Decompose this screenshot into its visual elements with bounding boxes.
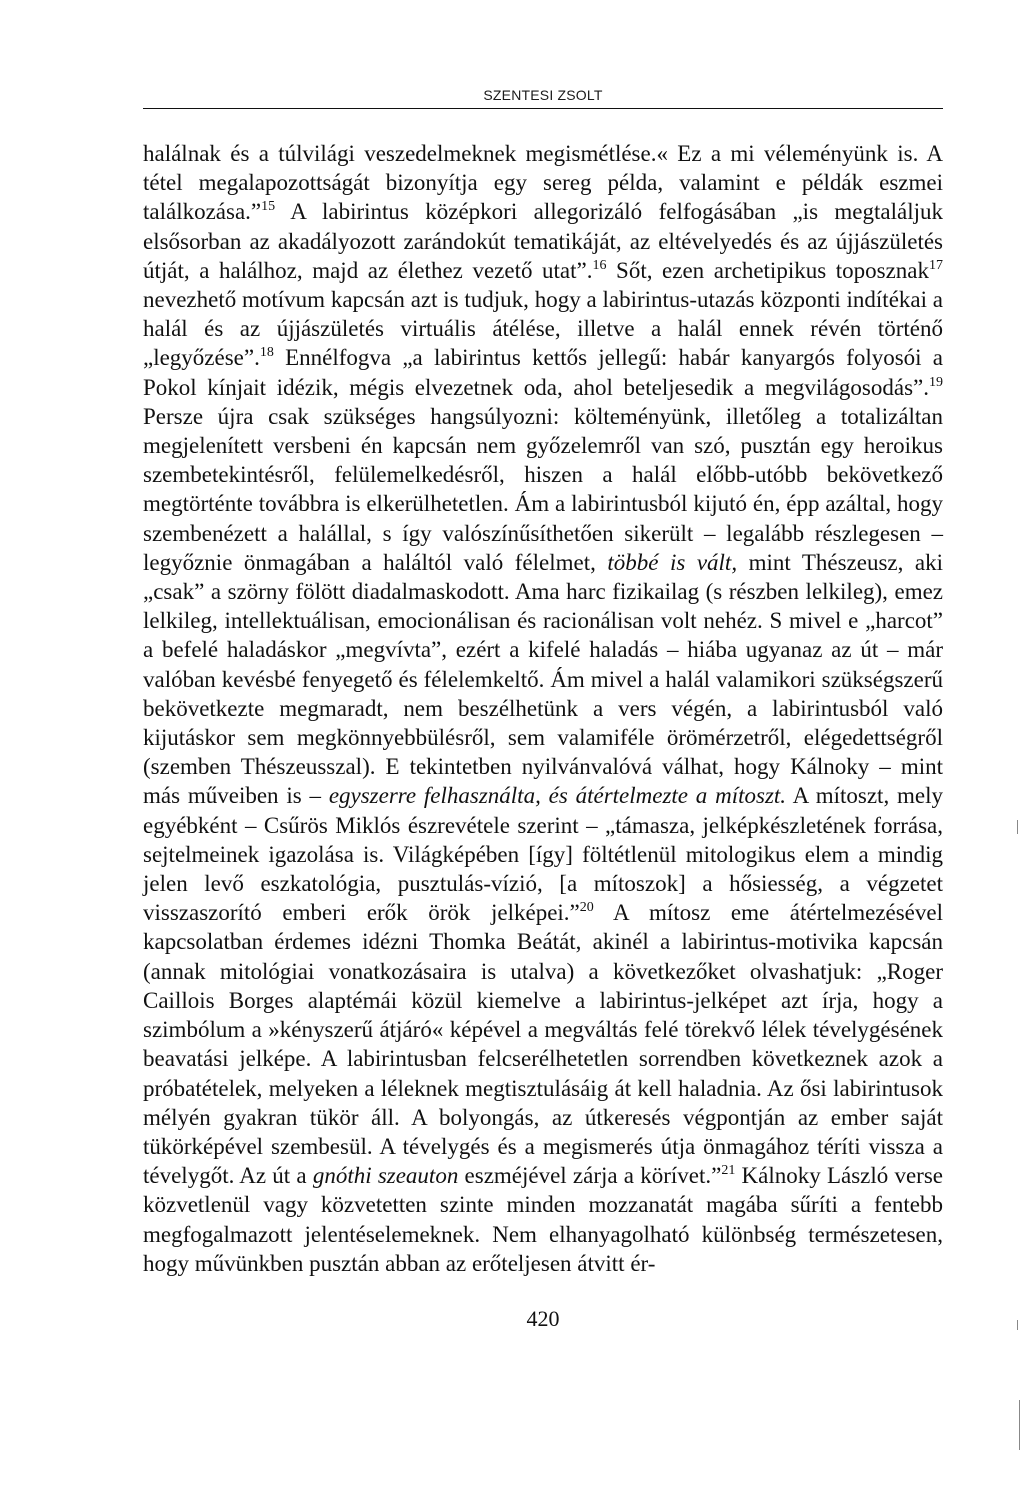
italic-phrase: többé is vált, — [607, 549, 738, 575]
scan-artifact — [1017, 820, 1018, 834]
running-head: SZENTESI ZSOLT — [483, 87, 603, 103]
text-run: Ennélfogva „a labirintus kettős jellegű: habár kanyargós folyosói a Pokol kínjait idézik, mégis elvezetnek oda, ahol beteljesedik a megvilágosodás”. — [143, 345, 943, 400]
text-run: nevezhető motívum kapcsán azt is tudjuk, hogy a labirintus-utazás központi indítékai a halál és az újjászületés virtuális átélése, illetve a halál ennek révén történő „legyőzése”. — [143, 287, 943, 371]
footnote-ref-15: 15 — [261, 199, 276, 215]
text-run: mint Thészeusz, aki „csak” a szörny fölött diadalmaskodott. Ama harc fizikailag (s részben lelkileg), emez lelkileg, intellektuálisan, emocionálisan és racionálisan volt nehéz. S mivel e „harcot” a befelé haladáskor „megvívta”, ezért a kifelé haladás – hiába ugyanaz az út – már valóban kevésbé fenyegető és félelemkeltő. Ám mivel a halál valamikori szükségszerű bekövetkezte megmaradt, nem beszélhetünk a vers végén, a labirintusból való kijutáskor sem megkönnyebbülésről, sem valamiféle örömérzetről, elégedettségről (szemben Thészeusszal). E tekintetben nyilvánvalóvá válhat, hogy Kálnoky – mint más műveiben is – — [143, 549, 943, 809]
text-run: A mítosz eme átértelmezésével kapcsolatban érdemes idézni Thomka Beátát, akinél a labirintus-motivika kapcsán (annak mitológiai vonatkozásaira is utalva) a következőket olvashatjuk: „Roger Caillois Borges alaptémái közül kiemelve a labirintus-jelképet azt írja, hogy a szimbólum a »kényszerű átjáró« képével a megváltás felé törekvő lélek tévelygésének beavatási jelképe. A labirintusban felcserélhetetlen sorrendben következnek azok a próbatételek, melyeken a léleknek megtisztulásáig át kell haladnia. Az ősi labirintusok mélyén gyakran tükör áll. A bolyongás, az útkeresés végpontján az ember saját tükörképével szembesül. A tévelygés és a megismerés útja önmagához téríti vissza a tévelygőt. Az út a — [143, 900, 943, 1189]
footnote-ref-18: 18 — [259, 345, 274, 361]
text-run: A mítoszt, mely egyébként – Csűrös Miklós észrevétele szerint – „támasza, jelképkészletének forrása, sejtelmeinek igazolása is. Világképében [így] föltétlenül mitologikus elem a mindig jelen levő eszkatológia, pusztulás-vízió, [a mítoszok] a hősiesség, a végzetet visszaszorító emberi erők örök jelképei.” — [143, 783, 943, 926]
scan-artifact — [1019, 1400, 1020, 1450]
footnote-ref-19: 19 — [929, 374, 943, 390]
text-run: Sőt, ezen archetipikus toposznak — [606, 257, 929, 283]
footnote-ref-20: 20 — [579, 900, 594, 916]
footnote-ref-16: 16 — [592, 257, 607, 273]
text-run: halálnak és a túlvilági veszedelmeknek megismétlése.« Ez a mi véleményünk is. A tétel megalapozottságát bizonyítja egy sereg példa, valamint e példák eszmei találkozása.” — [143, 141, 943, 225]
italic-phrase: egyszerre felhasználta, és átértelmezte a mítoszt. — [328, 783, 787, 809]
text-run: eszméjével zárja a körívet.” — [458, 1163, 722, 1189]
page-number: 420 — [526, 1306, 560, 1331]
footnote-ref-17: 17 — [929, 257, 943, 273]
italic-phrase: gnóthi szeauton — [312, 1163, 459, 1189]
header-rule — [143, 108, 943, 109]
text-run: A labirintus középkori allegorizáló felfogásában „is megtaláljuk elsősorban az akadályozott zarándokút tematikáját, az eltévelyedés és az újjászületés útját, a halálhoz, majd az élethez vezető utat”. — [143, 199, 943, 283]
body-paragraph — [143, 139, 943, 1278]
footnote-ref-21: 21 — [721, 1163, 736, 1179]
scan-artifact — [1017, 1320, 1018, 1330]
text-run: Kálnoky László verse közvetlenül vagy közvetetten szinte minden mozzanatát magába sűríti a fentebb megfogalmazott jelentéselemeknek. Nem elhanyagolható különbség természetesen, hogy művünkben pusztán abban az erőteljesen átvitt ér- — [143, 1163, 943, 1276]
text-run: Persze újra csak szükséges hangsúlyozni: költeményünk, illetőleg a totalizáltan megjelenített versbeni én kapcsán nem győzelemről van szó, pusztán egy heroikus szembetekintésről, felülemelkedésről, hiszen a halál előbb-utóbb bekövetkező megtörténte továbbra is elkerülhetetlen. Ám a labirintusból kijutó én, épp azáltal, hogy szembenézett a halállal, s így valószínűsíthetően sikerült – legalább részlegesen – legyőznie önmagában a haláltól való félelmet, — [143, 403, 943, 575]
